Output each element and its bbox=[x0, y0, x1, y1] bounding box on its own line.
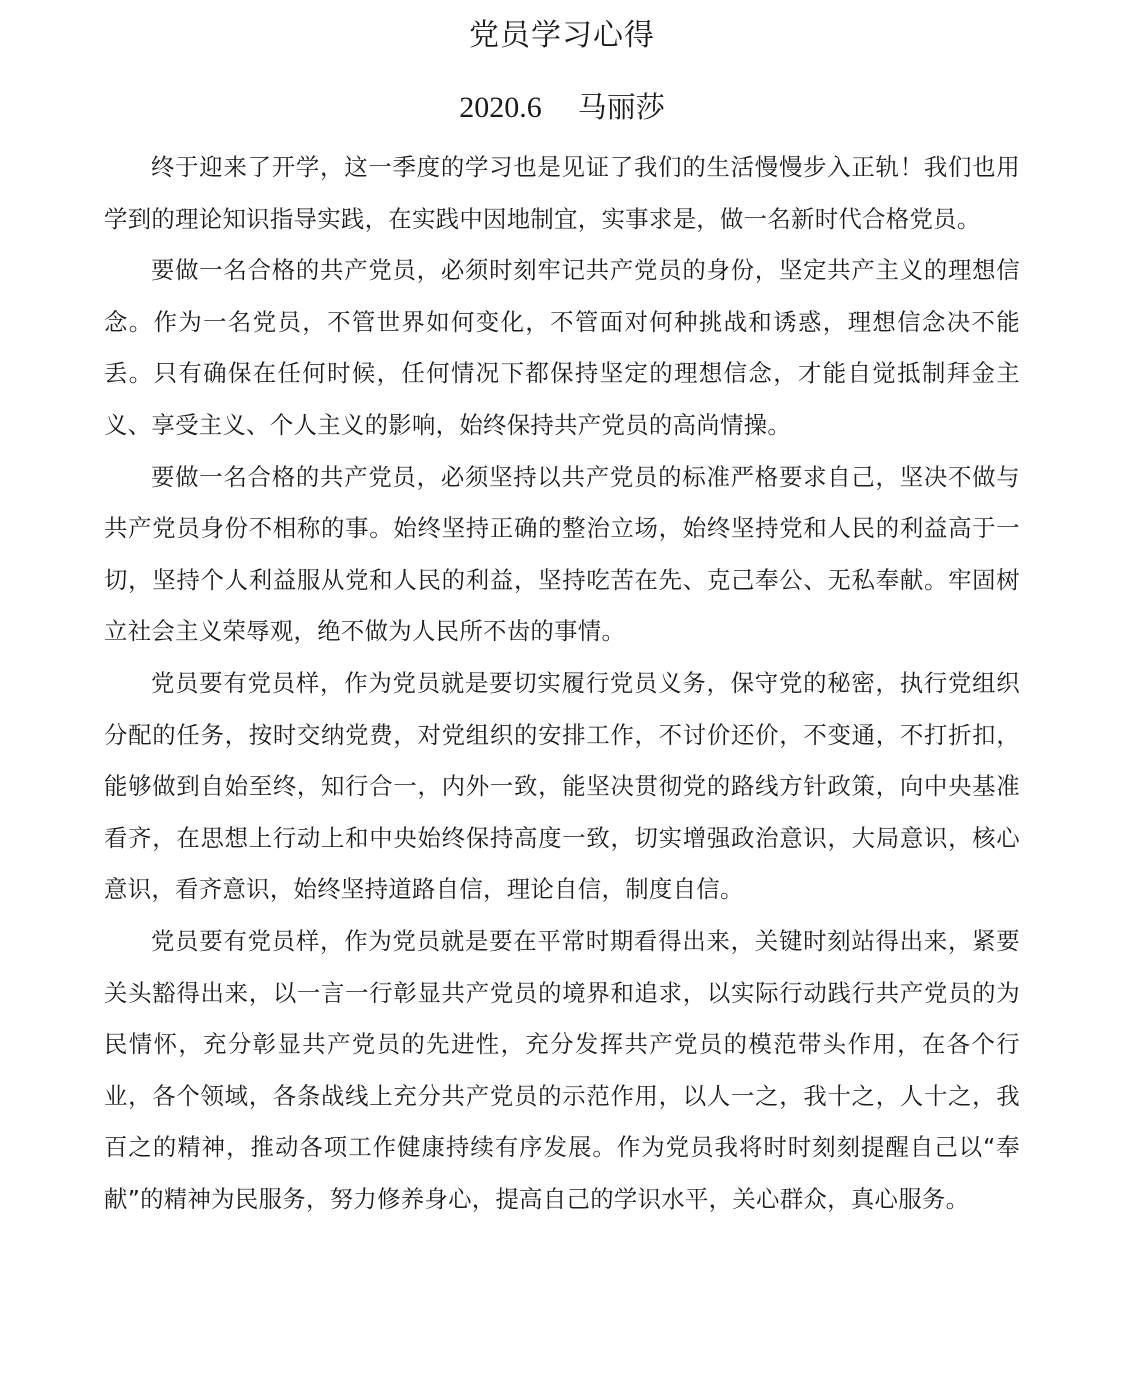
paragraph-1: 终于迎来了开学，这一季度的学习也是见证了我们的生活慢慢步入正轨！我们也用学到的理论知识指导实践，在实践中因地制宜，实事求是，做一名新时代合格党员。 bbox=[104, 153, 1020, 233]
document-author: 马丽莎 bbox=[577, 90, 665, 124]
document-title: 党员学习心得 bbox=[469, 18, 655, 53]
document-date: 2020.6 bbox=[459, 91, 542, 124]
paragraph-2: 要做一名合格的共产党员，必须时刻牢记共产党员的身份，坚定共产主义的理想信念。作为一名党员，不管世界如何变化，不管面对何种挑战和诱惑，理想信念决不能丢。只有确保在任何时候，任何情况下都保持坚定的理想信念，才能自觉抵制拜金主义、享受主义、个人主义的影响，始终保持共产党员的高尚情操。 bbox=[104, 256, 1020, 439]
paragraph-5: 党员要有党员样，作为党员就是要在平常时期看得出来，关键时刻站得出来，紧要关头豁得出来，以一言一行彰显共产党员的境界和追求，以实际行动践行共产党员的为民情怀，充分彰显共产党员的先进性，充分发挥共产党员的模范带头作用，在各个行业，各个领域，各条战线上充分共产党员的示范作用，以人一之，我十之，人十之，我百之的精神，推动各项工作健康持续有序发展。作为党员我将时时刻刻提醒自己以“奉献”的精神为民服务，努力修养身心，提高自己的学识水平，关心群众，真心服务。 bbox=[104, 926, 1020, 1213]
document-body bbox=[104, 142, 1020, 1225]
document-byline bbox=[0, 85, 1124, 130]
paragraph-4: 党员要有党员样，作为党员就是要切实履行党员义务，保守党的秘密，执行党组织分配的任务，按时交纳党费，对党组织的安排工作，不讨价还价，不变通，不打折扣，能够做到自始至终，知行合一，内外一致，能坚决贯彻党的路线方针政策，向中央基准看齐，在思想上行动上和中央始终保持高度一致，切实增强政治意识，大局意识，核心意识，看齐意识，始终坚持道路自信，理论自信，制度自信。 bbox=[104, 668, 1020, 904]
paragraph-3: 要做一名合格的共产党员，必须坚持以共产党员的标准严格要求自己，坚决不做与共产党员身份不相称的事。始终坚持正确的整治立场，始终坚持党和人民的利益高于一切，坚持个人利益服从党和人民的利益，坚持吃苦在先、克己奉公、无私奉献。牢固树立社会主义荣辱观，绝不做为人民所不齿的事情。 bbox=[104, 462, 1020, 646]
